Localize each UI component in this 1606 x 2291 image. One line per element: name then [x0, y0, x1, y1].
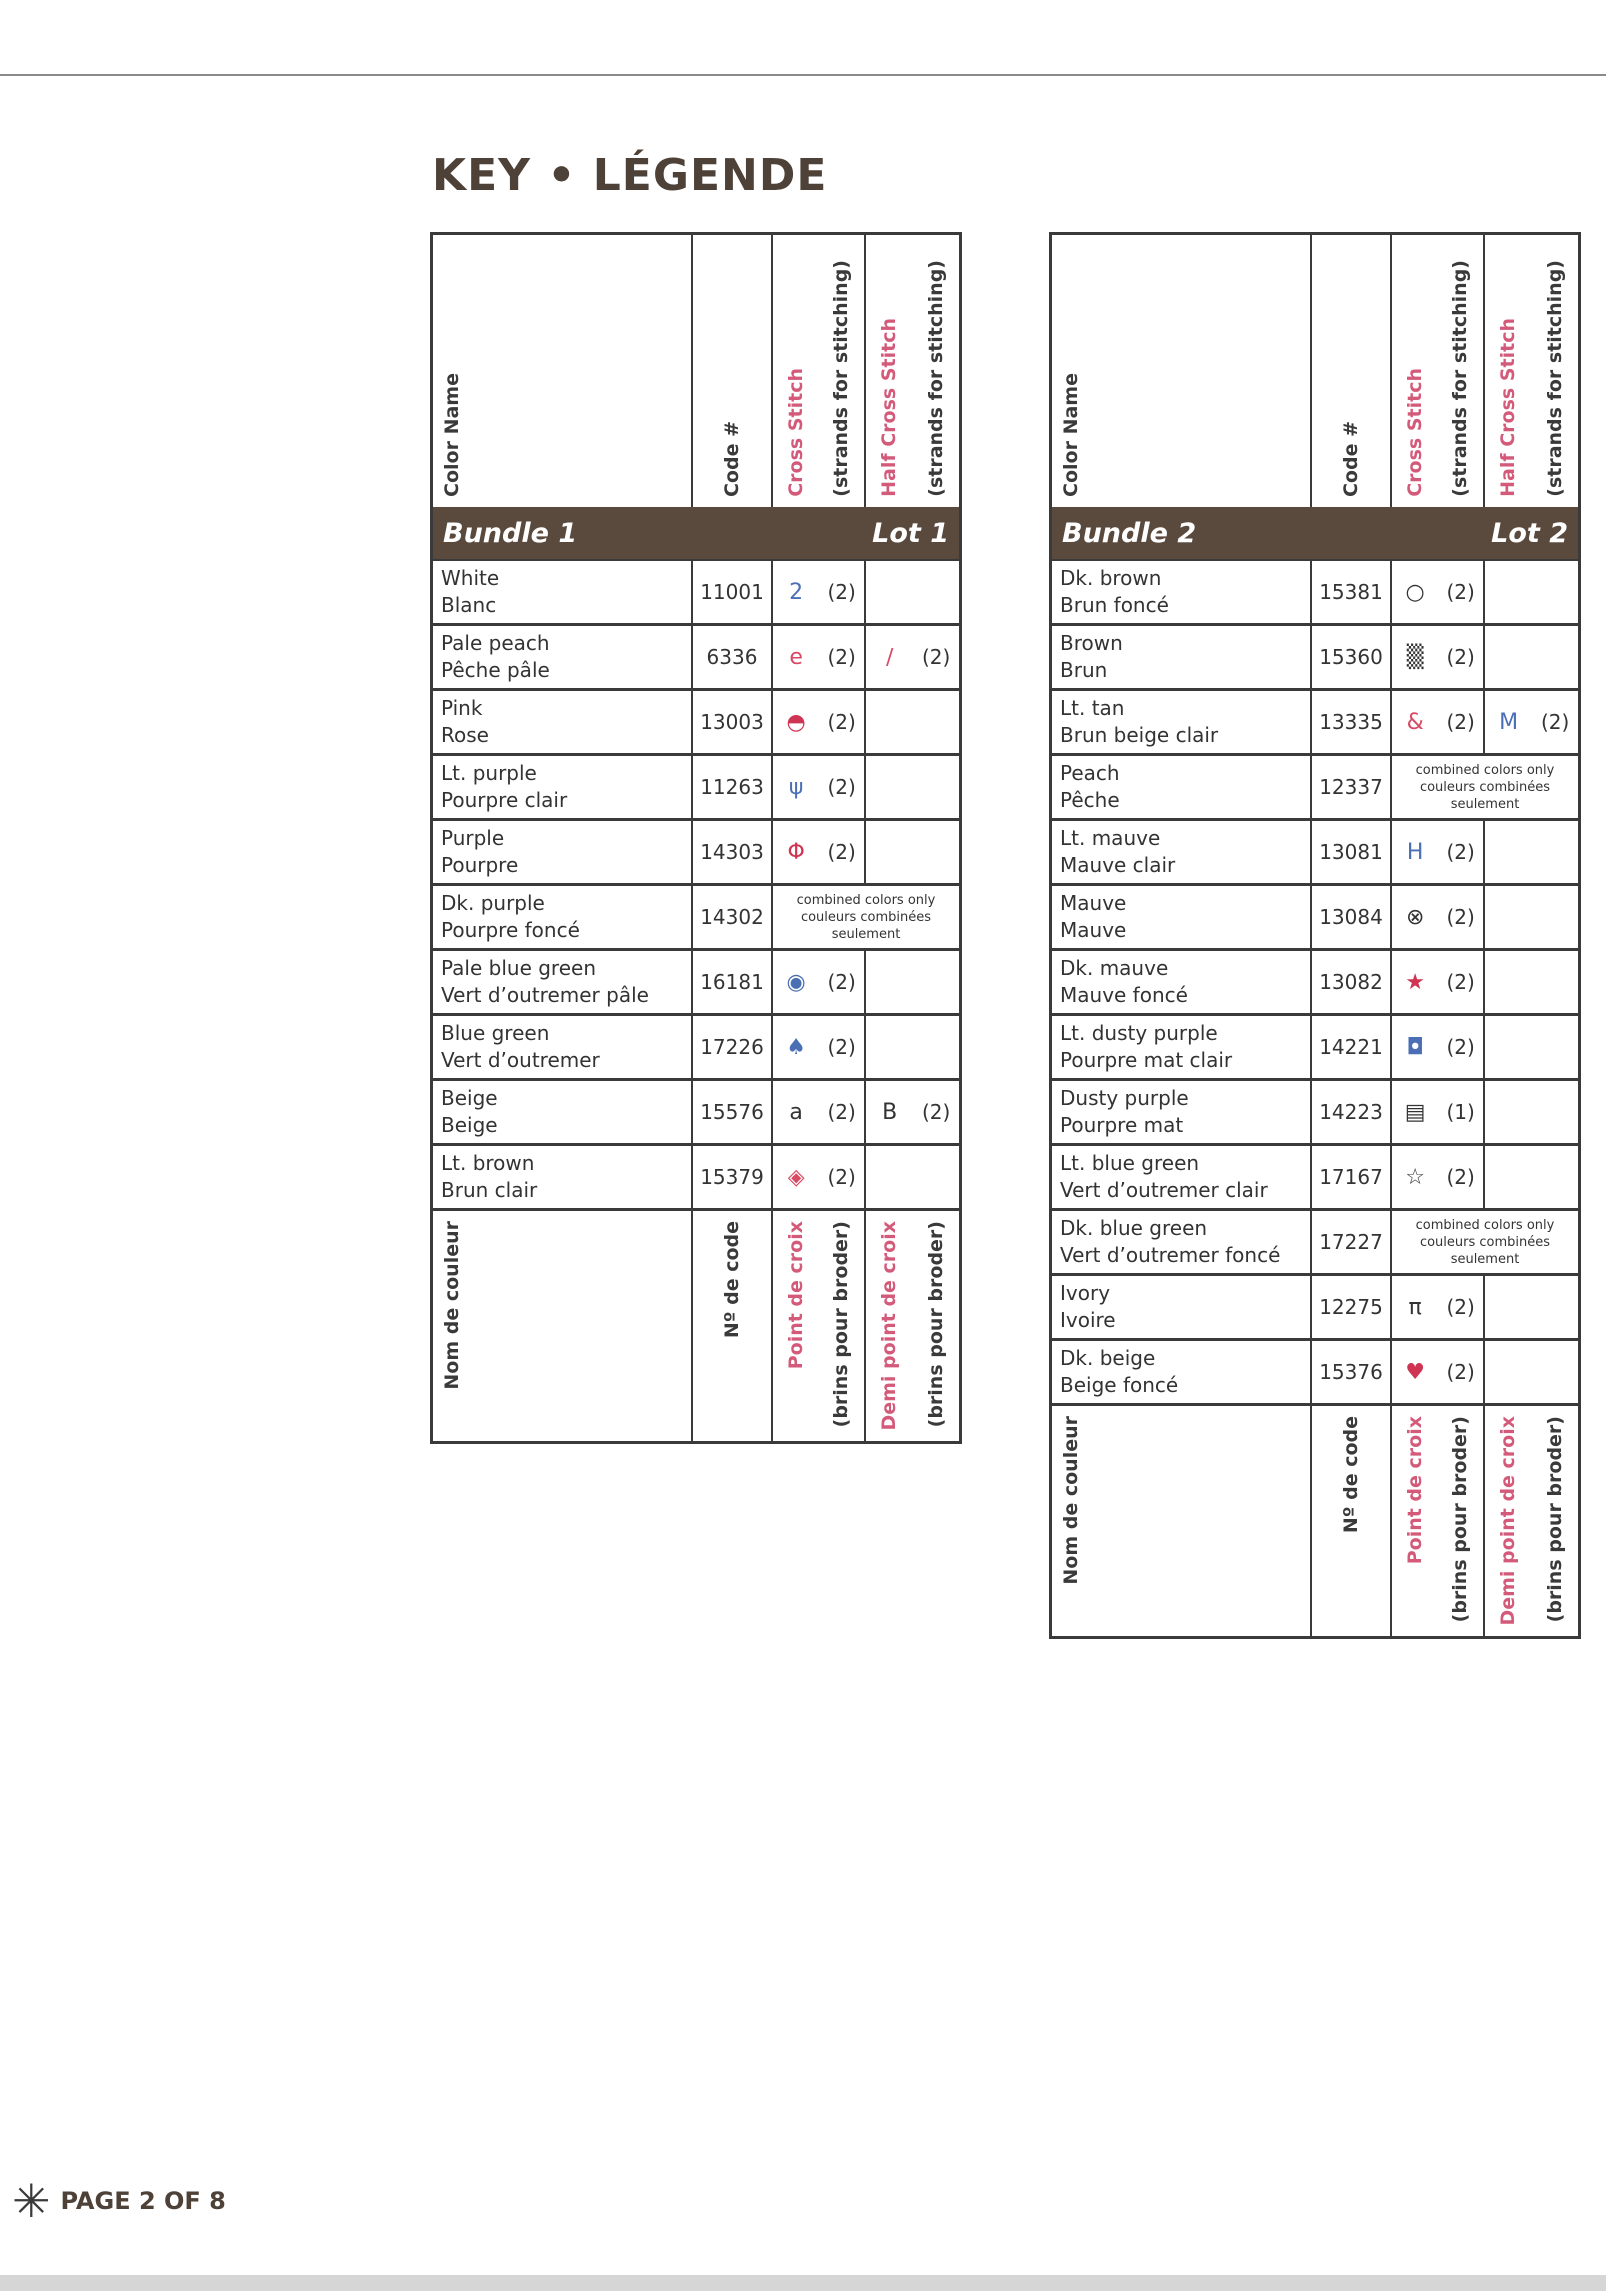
cross-stitch-symbol: ◉ [786, 969, 806, 995]
color-code: 17227 [1312, 1211, 1392, 1273]
color-name-fr: Beige [441, 1113, 498, 1137]
color-code: 12337 [1312, 756, 1392, 818]
bundle-bar [433, 507, 959, 561]
color-code: 15376 [1312, 1341, 1392, 1403]
footer-code: Nº de code [721, 1221, 743, 1339]
color-name-en: Pink [441, 696, 483, 720]
cross-stitch-cell [1392, 1016, 1485, 1078]
table-row [433, 691, 959, 756]
table-footer [1052, 1406, 1578, 1636]
footer-half-strands: (brins pour broder) [924, 1221, 947, 1428]
color-name-fr: Pourpre mat [1060, 1113, 1184, 1137]
table-row [1052, 886, 1578, 951]
color-name-fr: Mauve foncé [1060, 983, 1188, 1007]
half-cross-stitch-symbol: M [1499, 709, 1519, 735]
cross-stitch-cell [773, 756, 866, 818]
cross-stitch-cell [1392, 626, 1485, 688]
cross-stitch-symbol: Φ [787, 839, 805, 865]
color-name-cell [433, 1016, 693, 1078]
header-half-strands: (strands for stitching) [924, 260, 947, 497]
bundle-lot: Lot 2 [1491, 517, 1568, 549]
cross-stitch-cell [1392, 951, 1485, 1013]
cross-stitch-symbol: ⊗ [1405, 904, 1425, 930]
table-row [1052, 821, 1578, 886]
color-name-cell [1052, 1081, 1312, 1143]
color-code: 11001 [693, 561, 773, 623]
table-row [1052, 1276, 1578, 1341]
table-row [1052, 561, 1578, 626]
color-code: 17167 [1312, 1146, 1392, 1208]
half-cross-stitch-cell [1485, 561, 1578, 623]
half-cross-stitch-cell [866, 951, 959, 1013]
color-name-fr: Mauve clair [1060, 853, 1176, 877]
color-name-cell [1052, 561, 1312, 623]
color-name-en: Lt. brown [441, 1151, 535, 1175]
cross-stitch-strands: (1) [1446, 1100, 1475, 1124]
cross-stitch-cell [773, 1081, 866, 1143]
cross-stitch-strands: (2) [827, 775, 856, 799]
half-cross-stitch-cell [1485, 1146, 1578, 1208]
page-number: PAGE 2 OF 8 [60, 2187, 226, 2215]
bundle-lot: Lot 1 [872, 517, 949, 549]
cross-stitch-cell [1392, 1276, 1485, 1338]
color-name-en: Mauve [1060, 891, 1127, 915]
color-name-en: Lt. dusty purple [1060, 1021, 1218, 1045]
color-code: 15381 [1312, 561, 1392, 623]
key-table-bundle-2 [1049, 232, 1581, 1639]
half-cross-stitch-cell [1485, 1341, 1578, 1403]
color-name-cell [1052, 1211, 1312, 1273]
color-name-en: Ivory [1060, 1281, 1111, 1305]
cross-stitch-strands: (2) [1446, 645, 1475, 669]
cross-stitch-symbol: ♠ [786, 1034, 807, 1060]
color-name-en: Pale peach [441, 631, 550, 655]
color-code: 17226 [693, 1016, 773, 1078]
table-row [433, 756, 959, 821]
header-color-name: Color Name [1060, 373, 1082, 497]
cross-stitch-symbol: H [1406, 839, 1424, 865]
table-row [1052, 1146, 1578, 1211]
color-code: 13003 [693, 691, 773, 753]
color-code: 13081 [1312, 821, 1392, 883]
color-name-cell [433, 1081, 693, 1143]
color-code: 15379 [693, 1146, 773, 1208]
cross-stitch-symbol: e [789, 644, 803, 670]
color-name-cell [1052, 756, 1312, 818]
cross-stitch-cell [773, 1146, 866, 1208]
header-half-strands: (strands for stitching) [1543, 260, 1566, 497]
color-name-en: Lt. blue green [1060, 1151, 1200, 1175]
cross-stitch-strands: (2) [1446, 580, 1475, 604]
table-footer [433, 1211, 959, 1441]
color-name-fr: Vert d’outremer [441, 1048, 600, 1072]
cross-stitch-strands: (2) [827, 710, 856, 734]
table-row [1052, 626, 1578, 691]
cross-stitch-strands: (2) [827, 1165, 856, 1189]
color-name-en: Blue green [441, 1021, 550, 1045]
bottom-rule [0, 2275, 1606, 2291]
color-name-cell [433, 821, 693, 883]
color-code: 14303 [693, 821, 773, 883]
combined-note-en: combined colors only [1415, 762, 1555, 778]
half-cross-stitch-strands: (2) [921, 645, 951, 669]
color-name-en: Purple [441, 826, 505, 850]
half-cross-stitch-strands: (2) [921, 1100, 951, 1124]
half-cross-stitch-symbol: B [882, 1099, 898, 1125]
color-name-fr: Brun clair [441, 1178, 538, 1202]
color-name-en: Lt. mauve [1060, 826, 1161, 850]
color-name-cell [433, 1146, 693, 1208]
bundle-name: Bundle 2 [1062, 517, 1197, 549]
color-name-fr: Blanc [441, 593, 497, 617]
cross-stitch-cell [1392, 886, 1485, 948]
color-name-en: Lt. tan [1060, 696, 1125, 720]
cross-stitch-strands: (2) [1446, 905, 1475, 929]
footer-half-cross-stitch: Demi point de croix [878, 1221, 901, 1431]
header-half-cross-stitch: Half Cross Stitch [1497, 318, 1520, 497]
half-cross-stitch-cell [1485, 626, 1578, 688]
cross-stitch-strands: (2) [1446, 1165, 1475, 1189]
table-row [1052, 951, 1578, 1016]
cross-stitch-symbol: a [789, 1099, 803, 1125]
cross-stitch-symbol: π [1408, 1294, 1422, 1320]
footer-color-name: Nom de couleur [1060, 1416, 1082, 1585]
header-color-name: Color Name [441, 373, 463, 497]
half-cross-stitch-cell [866, 756, 959, 818]
cross-stitch-strands: (2) [827, 970, 856, 994]
footer-code: Nº de code [1340, 1416, 1362, 1534]
color-code: 15360 [1312, 626, 1392, 688]
color-rows [433, 561, 959, 1211]
bundle-name: Bundle 1 [443, 517, 578, 549]
color-name-cell [433, 626, 693, 688]
cross-stitch-cell [1392, 1146, 1485, 1208]
cross-stitch-cell [773, 626, 866, 688]
color-name-en: Beige [441, 1086, 498, 1110]
half-cross-stitch-cell [1485, 1276, 1578, 1338]
color-name-fr: Vert d’outremer pâle [441, 983, 649, 1007]
table-row [433, 561, 959, 626]
color-name-cell [1052, 1341, 1312, 1403]
half-cross-stitch-cell [1485, 1016, 1578, 1078]
color-name-en: Peach [1060, 761, 1120, 785]
color-name-en: Dk. purple [441, 891, 545, 915]
cross-stitch-cell [773, 561, 866, 623]
cross-stitch-cell [773, 691, 866, 753]
color-name-fr: Pourpre mat clair [1060, 1048, 1233, 1072]
cross-stitch-cell [773, 821, 866, 883]
color-rows [1052, 561, 1578, 1406]
cross-stitch-symbol: 2 [789, 579, 804, 605]
cross-stitch-cell [773, 1016, 866, 1078]
color-code: 13084 [1312, 886, 1392, 948]
color-name-fr: Mauve [1060, 918, 1127, 942]
cross-stitch-symbol: ○ [1405, 579, 1425, 605]
color-name-cell [1052, 821, 1312, 883]
color-name-cell [433, 886, 693, 948]
color-name-fr: Beige foncé [1060, 1373, 1179, 1397]
header-cross-stitch: Cross Stitch [1403, 368, 1426, 497]
cross-stitch-cell [1392, 1341, 1485, 1403]
table-row [1052, 691, 1578, 756]
cross-stitch-symbol: ◘ [1406, 1034, 1424, 1060]
combined-note-fr-2: seulement [831, 926, 901, 942]
color-code: 6336 [693, 626, 773, 688]
color-name-fr: Pêche pâle [441, 658, 550, 682]
color-name-cell [433, 756, 693, 818]
color-name-en: Dk. beige [1060, 1346, 1156, 1370]
table-row [433, 626, 959, 691]
combined-colors-note [1392, 1211, 1578, 1273]
half-cross-stitch-cell [866, 1146, 959, 1208]
footer-cross-stitch: Point de croix [784, 1221, 807, 1370]
cross-stitch-cell [1392, 1081, 1485, 1143]
table-row [1052, 1341, 1578, 1406]
half-cross-stitch-cell [866, 1016, 959, 1078]
color-code: 14223 [1312, 1081, 1392, 1143]
key-table-bundle-1 [430, 232, 962, 1444]
color-name-fr: Vert d’outremer foncé [1060, 1243, 1281, 1267]
combined-note-en: combined colors only [1415, 1217, 1555, 1233]
asterisk-star-icon: ✳ [12, 2174, 51, 2228]
table-row [433, 821, 959, 886]
color-name-fr: Rose [441, 723, 489, 747]
table-header [1052, 235, 1578, 507]
cross-stitch-symbol: ♥ [1405, 1359, 1426, 1385]
color-name-en: Brown [1060, 631, 1123, 655]
top-rule [0, 74, 1606, 76]
half-cross-stitch-cell [1485, 821, 1578, 883]
header-half-cross-stitch: Half Cross Stitch [878, 318, 901, 497]
table-row [433, 951, 959, 1016]
half-cross-stitch-cell [1485, 951, 1578, 1013]
cross-stitch-symbol: & [1406, 709, 1424, 735]
combined-note-en: combined colors only [796, 892, 936, 908]
half-cross-stitch-cell [1485, 691, 1578, 753]
color-name-en: Dk. mauve [1060, 956, 1169, 980]
color-name-en: Dk. brown [1060, 566, 1162, 590]
color-name-fr: Ivoire [1060, 1308, 1116, 1332]
cross-stitch-strands: (2) [1446, 1295, 1475, 1319]
table-row [433, 886, 959, 951]
color-name-fr: Pourpre [441, 853, 519, 877]
color-name-cell [1052, 951, 1312, 1013]
color-name-fr: Pourpre clair [441, 788, 568, 812]
table-row [1052, 1081, 1578, 1146]
header-code: Code # [1340, 420, 1362, 497]
footer-half-cross-stitch: Demi point de croix [1497, 1416, 1520, 1626]
cross-stitch-strands: (2) [1446, 840, 1475, 864]
color-code: 16181 [693, 951, 773, 1013]
header-cross-strands: (strands for stitching) [1449, 260, 1472, 497]
page-footer [12, 2174, 226, 2228]
cross-stitch-strands: (2) [827, 1100, 856, 1124]
combined-colors-note [773, 886, 959, 948]
color-name-fr: Pourpre foncé [441, 918, 580, 942]
color-name-cell [1052, 1276, 1312, 1338]
cross-stitch-strands: (2) [1446, 1035, 1475, 1059]
color-name-en: Pale blue green [441, 956, 596, 980]
footer-cross-strands: (brins pour broder) [1449, 1416, 1472, 1623]
table-row [433, 1016, 959, 1081]
color-code: 13335 [1312, 691, 1392, 753]
bundle-bar [1052, 507, 1578, 561]
half-cross-stitch-cell [866, 561, 959, 623]
color-name-en: White [441, 566, 500, 590]
color-name-fr: Vert d’outremer clair [1060, 1178, 1268, 1202]
table-row [1052, 756, 1578, 821]
color-name-cell [1052, 1146, 1312, 1208]
half-cross-stitch-cell [866, 821, 959, 883]
cross-stitch-cell [1392, 561, 1485, 623]
color-code: 14221 [1312, 1016, 1392, 1078]
footer-half-strands: (brins pour broder) [1543, 1416, 1566, 1623]
cross-stitch-strands: (2) [827, 840, 856, 864]
color-code: 12275 [1312, 1276, 1392, 1338]
color-name-en: Dk. blue green [1060, 1216, 1208, 1240]
footer-cross-strands: (brins pour broder) [830, 1221, 853, 1428]
cross-stitch-symbol: ★ [1405, 969, 1426, 995]
cross-stitch-symbol: ◈ [787, 1164, 805, 1190]
half-cross-stitch-strands: (2) [1540, 710, 1570, 734]
header-cross-stitch: Cross Stitch [784, 368, 807, 497]
combined-note-fr-2: seulement [1450, 1251, 1520, 1267]
color-name-cell [433, 691, 693, 753]
table-header [433, 235, 959, 507]
cross-stitch-symbol: ☆ [1405, 1164, 1426, 1190]
color-name-cell [1052, 691, 1312, 753]
color-name-cell [1052, 886, 1312, 948]
color-name-en: Lt. purple [441, 761, 537, 785]
combined-note-fr: couleurs combinées [1419, 779, 1551, 795]
color-name-en: Dusty purple [1060, 1086, 1189, 1110]
combined-note-fr: couleurs combinées [1419, 1234, 1551, 1250]
cross-stitch-strands: (2) [827, 645, 856, 669]
footer-cross-stitch: Point de croix [1403, 1416, 1426, 1565]
combined-colors-note [1392, 756, 1578, 818]
combined-note-fr: couleurs combinées [800, 909, 932, 925]
cross-stitch-cell [1392, 821, 1485, 883]
half-cross-stitch-cell [866, 1081, 959, 1143]
cross-stitch-strands: (2) [1446, 710, 1475, 734]
cross-stitch-cell [1392, 691, 1485, 753]
combined-note-fr-2: seulement [1450, 796, 1520, 812]
color-name-cell [1052, 1016, 1312, 1078]
header-cross-strands: (strands for stitching) [830, 260, 853, 497]
color-code: 15576 [693, 1081, 773, 1143]
cross-stitch-symbol: ◓ [786, 709, 806, 735]
half-cross-stitch-cell [866, 691, 959, 753]
cross-stitch-strands: (2) [827, 580, 856, 604]
half-cross-stitch-cell [1485, 1081, 1578, 1143]
table-row [433, 1081, 959, 1146]
color-name-fr: Brun foncé [1060, 593, 1169, 617]
color-code: 11263 [693, 756, 773, 818]
page-title: KEY • LÉGENDE [432, 150, 828, 201]
cross-stitch-symbol: ψ [788, 774, 804, 800]
color-name-fr: Brun [1060, 658, 1108, 682]
color-code: 13082 [1312, 951, 1392, 1013]
cross-stitch-strands: (2) [827, 1035, 856, 1059]
half-cross-stitch-symbol: ∕ [885, 644, 894, 670]
table-row [433, 1146, 959, 1211]
cross-stitch-strands: (2) [1446, 970, 1475, 994]
half-cross-stitch-cell [1485, 886, 1578, 948]
cross-stitch-cell [773, 951, 866, 1013]
cross-stitch-symbol: ▒ [1406, 644, 1424, 670]
table-row [1052, 1016, 1578, 1081]
footer-color-name: Nom de couleur [441, 1221, 463, 1390]
color-name-fr: Pêche [1060, 788, 1120, 812]
header-code: Code # [721, 420, 743, 497]
cross-stitch-strands: (2) [1446, 1360, 1475, 1384]
half-cross-stitch-cell [866, 626, 959, 688]
table-row [1052, 1211, 1578, 1276]
color-name-cell [1052, 626, 1312, 688]
color-name-cell [433, 951, 693, 1013]
color-name-cell [433, 561, 693, 623]
cross-stitch-symbol: ▤ [1404, 1099, 1426, 1125]
color-name-fr: Brun beige clair [1060, 723, 1219, 747]
color-code: 14302 [693, 886, 773, 948]
